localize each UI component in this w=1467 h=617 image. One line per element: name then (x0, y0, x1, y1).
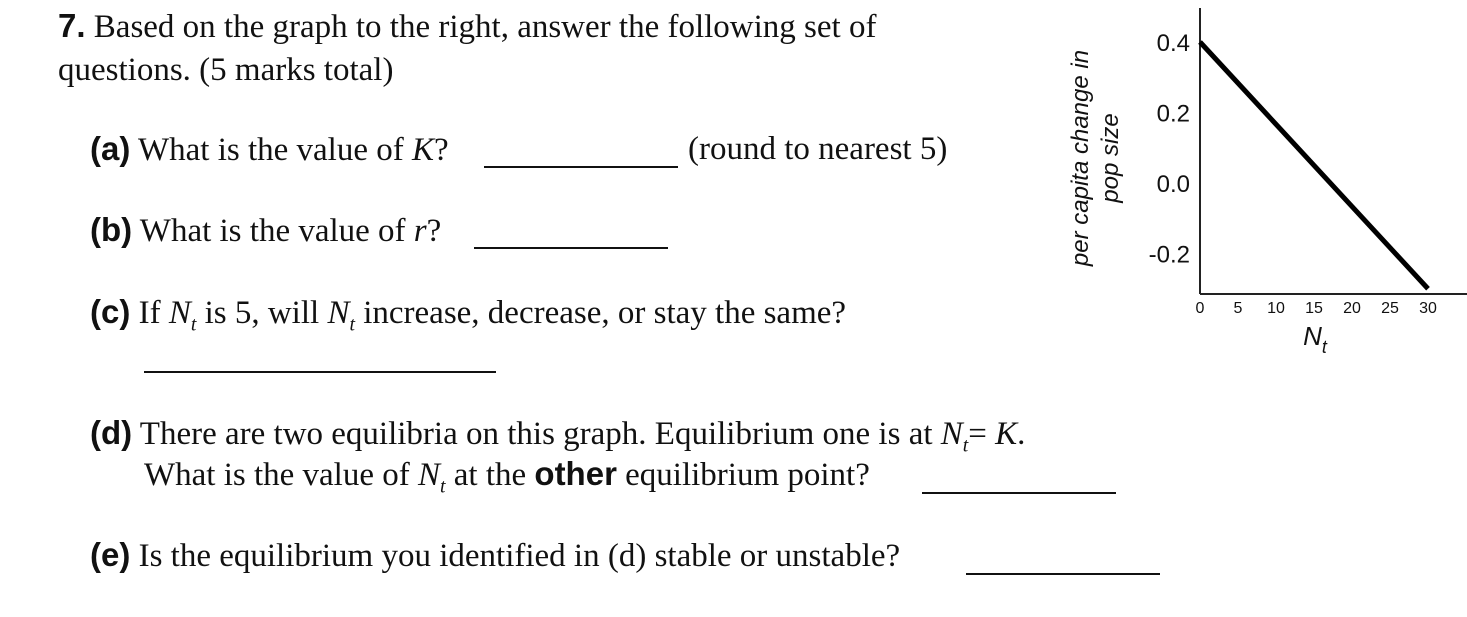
part-d-text2: What is the value of (144, 457, 418, 493)
part-d-sub1: t (962, 434, 969, 457)
part-a (90, 129, 449, 170)
x-tick-label: 30 (1419, 300, 1437, 317)
part-c-text3: increase, decrease, or stay the same? (354, 295, 847, 331)
y-tick-label: -0.2 (1148, 241, 1190, 269)
answer-blank-c[interactable] (144, 345, 496, 373)
x-tick-label: 15 (1305, 300, 1323, 317)
x-axis-label (1303, 321, 1328, 357)
part-a-label: (a) (90, 130, 131, 167)
y-axis-label-line2: pop size (1097, 113, 1124, 203)
part-d-end2: equilibrium point? (616, 457, 870, 493)
question-intro-line1 (58, 6, 876, 47)
growth-rate-line (1200, 42, 1428, 289)
part-c-label: (c) (90, 293, 131, 330)
y-tick-label: 0.4 (1156, 30, 1190, 57)
x-tick-label: 0 (1195, 300, 1205, 317)
x-tick-label: 25 (1381, 300, 1399, 317)
part-c (90, 292, 846, 345)
x-tick-label: 20 (1343, 300, 1361, 317)
part-d-text1: There are two equilibria on this graph. Equilibrium one is at (139, 416, 941, 452)
part-d-var1: N (940, 416, 963, 452)
part-c-var1: N (168, 295, 191, 331)
part-b-text: What is the value of (139, 213, 414, 249)
question-intro-text: Based on the graph to the right, answer the following set of (93, 9, 877, 45)
part-d-k: K (995, 416, 1018, 452)
part-e-text: Is the equilibrium you identified in (d) stable or unstable? (138, 538, 901, 574)
x-tick-label: 5 (1233, 300, 1243, 317)
answer-blank-a[interactable] (484, 140, 678, 168)
part-d-sub2: t (440, 475, 446, 498)
x-axis-label-main: N (1303, 321, 1322, 351)
y-tick-label: 0.0 (1156, 171, 1190, 198)
part-c-sub2: t (349, 313, 355, 336)
x-axis-label-sub: t (1321, 337, 1327, 357)
part-d-mid: at the (445, 457, 535, 493)
part-c-text1: If (138, 295, 169, 331)
y-tick-label: 0.2 (1156, 100, 1190, 128)
answer-blank-b[interactable] (474, 221, 668, 249)
answer-blank-e[interactable] (966, 547, 1160, 575)
part-b (90, 210, 441, 251)
part-d-bold: other (534, 455, 617, 492)
part-a-hint: (round to nearest 5) (688, 131, 948, 167)
part-a-var: K (412, 132, 435, 168)
y-axis-label-line1: per capita change in (1067, 49, 1094, 267)
part-d-end1: . (1017, 416, 1026, 452)
part-c-text2: is 5, will (196, 295, 328, 331)
part-e-label: (e) (90, 536, 131, 573)
part-d-var2: N (418, 457, 441, 493)
population-growth-chart (1040, 0, 1467, 380)
part-b-var: r (413, 213, 427, 249)
part-d-eq: = (968, 416, 996, 452)
part-b-label: (b) (90, 211, 133, 248)
question-number: 7. (58, 7, 86, 44)
part-c-sub1: t (190, 313, 197, 336)
part-d-line2 (144, 454, 870, 507)
part-a-text-end: ? (434, 132, 449, 168)
answer-blank-d[interactable] (922, 466, 1116, 494)
x-tick-label: 10 (1267, 300, 1285, 317)
part-d-label: (d) (90, 414, 133, 451)
question-intro-line2: questions. (5 marks total) (58, 52, 394, 88)
part-b-text-end: ? (426, 213, 442, 249)
part-e (90, 535, 900, 576)
part-c-var2: N (327, 295, 350, 331)
part-a-text: What is the value of (138, 132, 412, 168)
